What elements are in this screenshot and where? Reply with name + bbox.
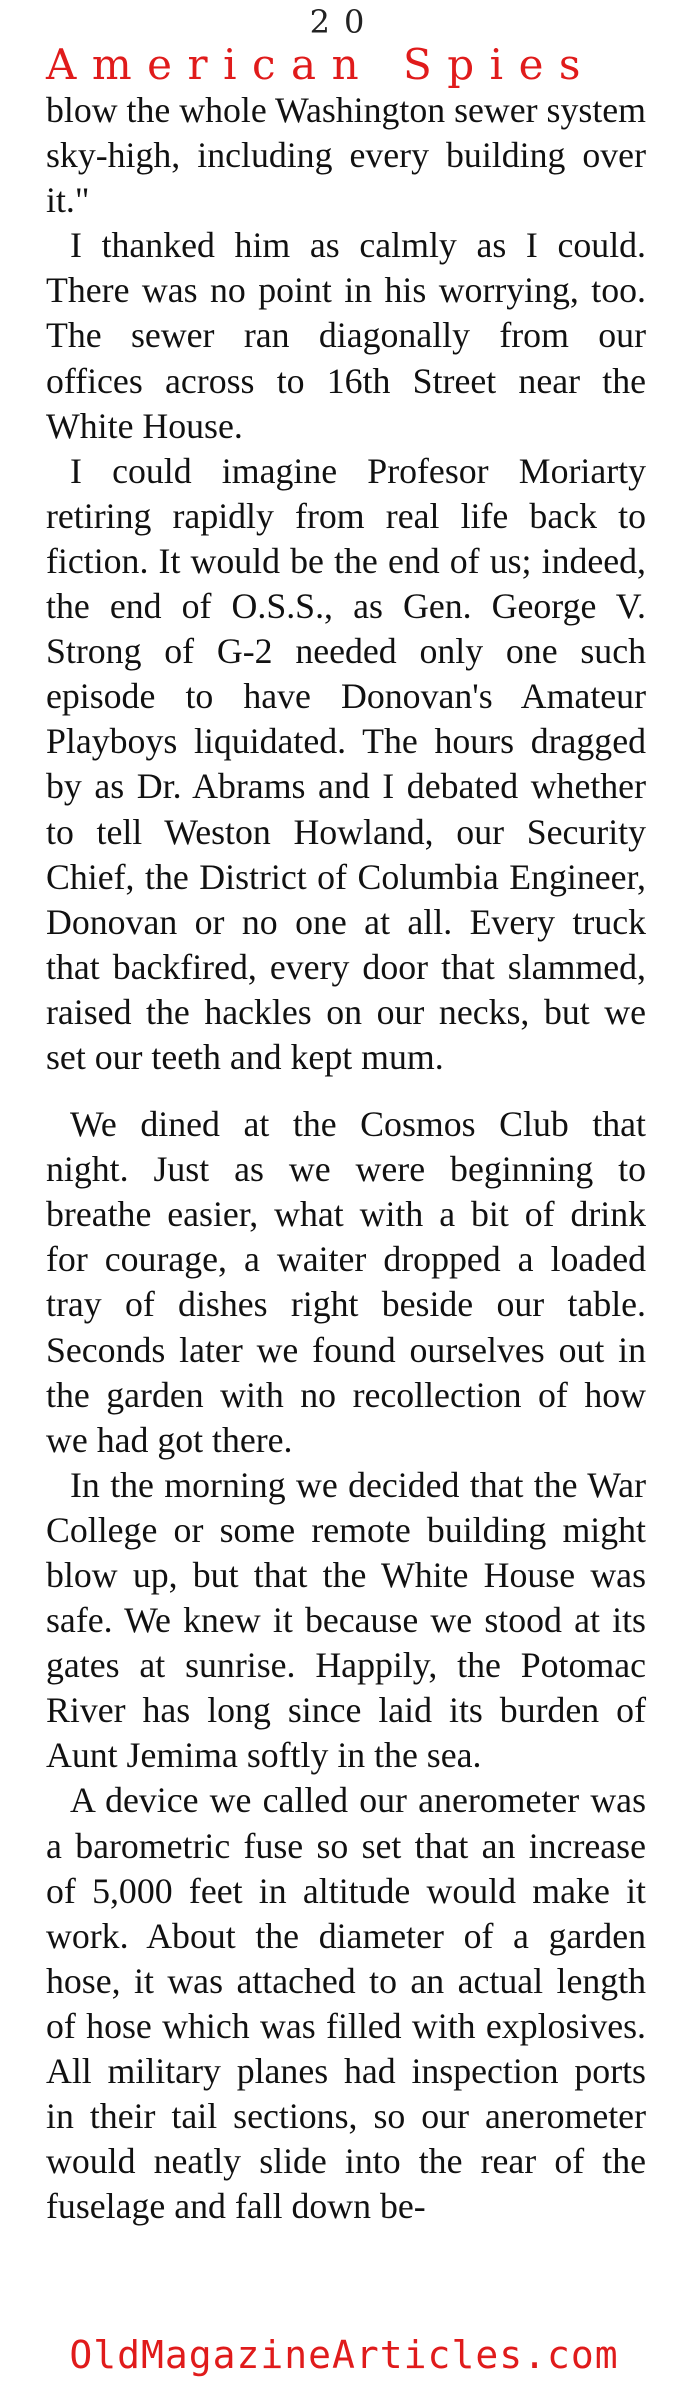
paragraph-6: A device we called our anerometer was a barometric fuse so set that an increase of 5,000 feet in altitude would make it work. About the diameter of a garden hose, it was attached to an actual length of hose which was filled with explosives. All military planes had inspection ports in their tail sections, so our anerometer would neatly slide into the rear of the fuselage and fall down be- [46, 1780, 646, 2227]
article-body [46, 88, 646, 2229]
paragraph-4: We dined at the Cosmos Club that night. Just as we were beginning to breathe easier, what with a bit of drink for courage, a waiter dropped a loaded tray of dishes right beside our table. Seconds later we found ourselves out in the garden with no recollection of how we had got there. [46, 1104, 646, 1460]
running-head: American Spies [46, 40, 596, 89]
paragraph-2: I thanked him as calmly as I could. There was no point in his worrying, too. The sewer ran diagonally from our offices across to 16th Street near the White House. [46, 225, 646, 446]
paragraph-3: I could imagine Profesor Moriarty retiring rapidly from real life back to fiction. It would be the end of us; indeed, the end of O.S.S., as Gen. George V. Strong of G-2 needed only one such episode to have Donovan's Amateur Playboys liquidated. The hours dragged by as Dr. Abrams and I debated whether to tell Weston Howland, our Security Chief, the District of Columbia Engineer, Donovan or no one at all. Every truck that backfired, every door that slammed, raised the hackles on our necks, but we set our teeth and kept mum. [46, 450, 646, 1077]
page-number: 20 [309, 3, 379, 41]
paragraph-1: blow the whole Washington sewer system sky-high, including every building over it." [46, 90, 646, 221]
paragraph-5: In the morning we decided that the War College or some remote building might blow up, but that the White House was safe. We knew it because we stood at its gates at sunrise. Happily, the Potomac River has long since laid its burden of Aunt Jemima softly in the sea. [46, 1464, 646, 1776]
footer-watermark: OldMagazineArticles.com [69, 2333, 619, 2377]
